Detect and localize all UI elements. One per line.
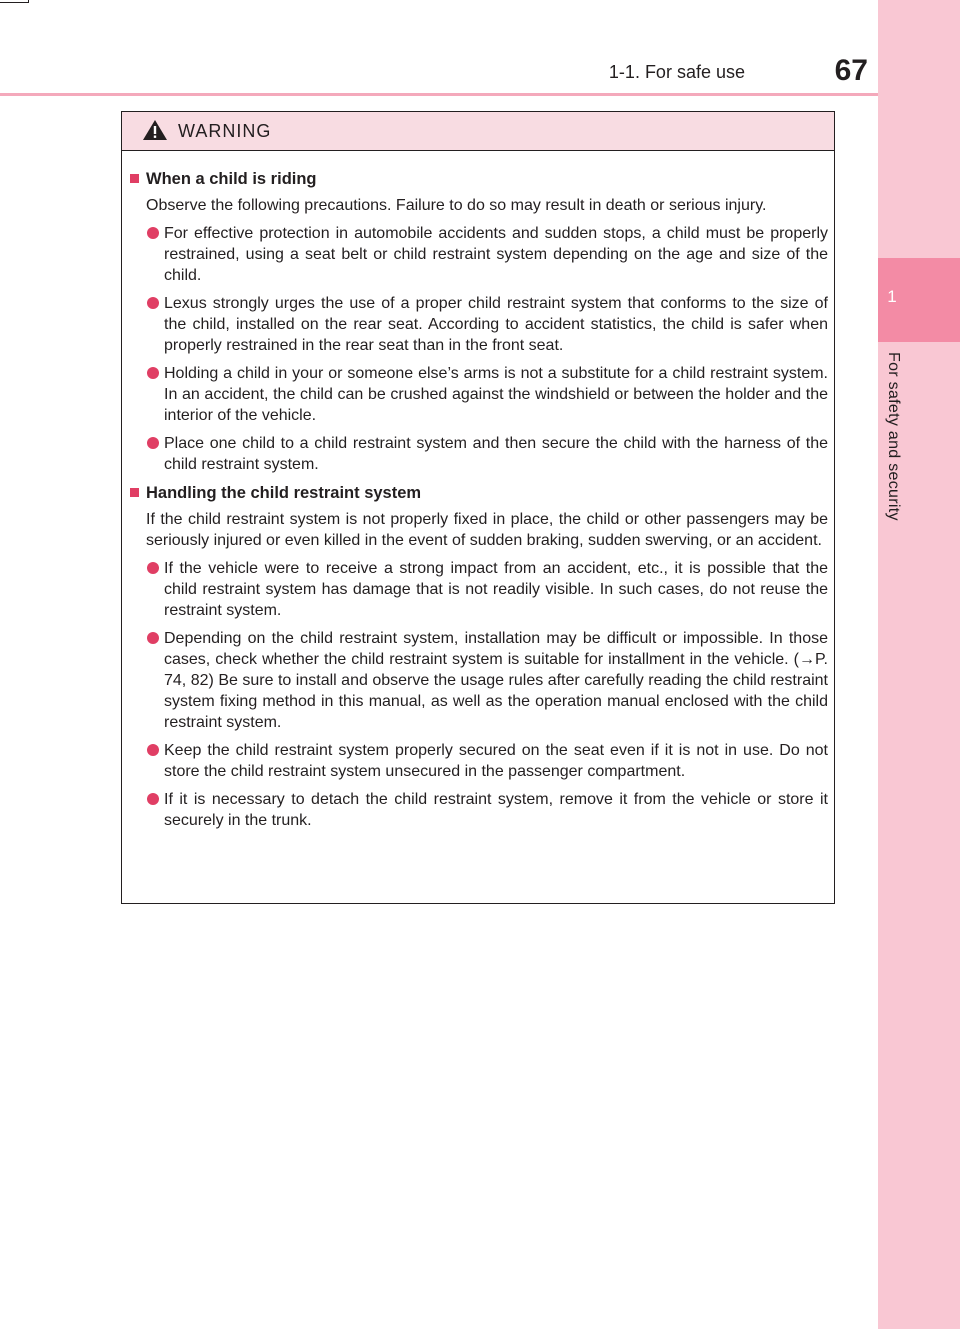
list-item: If the vehicle were to receive a strong impact from an accident, etc., it is possible that the child restraint system has damage that is not readily visible. In such cases, do not reuse the restraint system. (130, 558, 828, 621)
list-item: Depending on the child restraint system, installation may be difficult or impossible. In those cases, check whether the child restraint system is suitable for installment in the vehicle. (→P. 74, 82) Be sure to install and observe the usage rules after carefully reading the child restraint system fixing method in this manual, as well as the operation manual enclosed with the child restraint system. (130, 628, 828, 733)
section-title: 1-1. For safe use (608, 62, 745, 82)
list-item: Lexus strongly urges the use of a proper child restraint system that conforms to the size of the child, installed on the rear seat. According to accident statistics, the child is safer when properly restrained in the rear seat than in the front seat. (130, 293, 828, 356)
square-bullet-icon (130, 488, 139, 497)
section-heading: When a child is riding (130, 168, 828, 190)
chapter-title: For safety and security (885, 352, 902, 521)
side-tab (878, 0, 960, 1329)
warning-title: WARNING (178, 121, 272, 141)
round-bullet-icon (147, 297, 159, 309)
round-bullet-icon (147, 367, 159, 379)
crop-mark (28, 0, 29, 3)
warning-box (121, 111, 835, 904)
round-bullet-icon (147, 562, 159, 574)
crop-mark (0, 2, 28, 3)
warning-content (130, 168, 828, 831)
section-heading: Handling the child restraint system (130, 482, 828, 504)
list-item: Holding a child in your or someone else’s arms is not a substitute for a child restraint system. In an accident, the child can be crushed against the windshield or between the holder and the interior of the vehicle. (130, 363, 828, 426)
round-bullet-icon (147, 437, 159, 449)
header-rule (0, 93, 878, 96)
warning-header (122, 112, 834, 151)
list-item: Place one child to a child restraint system and then secure the child with the harness of the child restraint system. (130, 433, 828, 475)
list-item: For effective protection in automobile accidents and sudden stops, a child must be properly restrained, using a seat belt or child restraint system depending on the age and size of the child. (130, 223, 828, 286)
list-item: Keep the child restraint system properly secured on the seat even if it is not in use. Do not store the child restraint system unsecured in the passenger compartment. (130, 740, 828, 782)
round-bullet-icon (147, 632, 159, 644)
square-bullet-icon (130, 174, 139, 183)
warning-triangle-icon (142, 119, 168, 141)
round-bullet-icon (147, 793, 159, 805)
page-number: 67 (834, 54, 868, 87)
section-intro: If the child restraint system is not properly fixed in place, the child or other passengers may be seriously injured or even killed in the event of sudden braking, sudden swerving, or an accident. (146, 511, 828, 549)
round-bullet-icon (147, 227, 159, 239)
list-item: If it is necessary to detach the child restraint system, remove it from the vehicle or store it securely in the trunk. (130, 789, 828, 831)
section-intro: Observe the following precautions. Failure to do so may result in death or serious injury. (146, 197, 767, 214)
chapter-number: 1 (887, 287, 897, 306)
round-bullet-icon (147, 744, 159, 756)
